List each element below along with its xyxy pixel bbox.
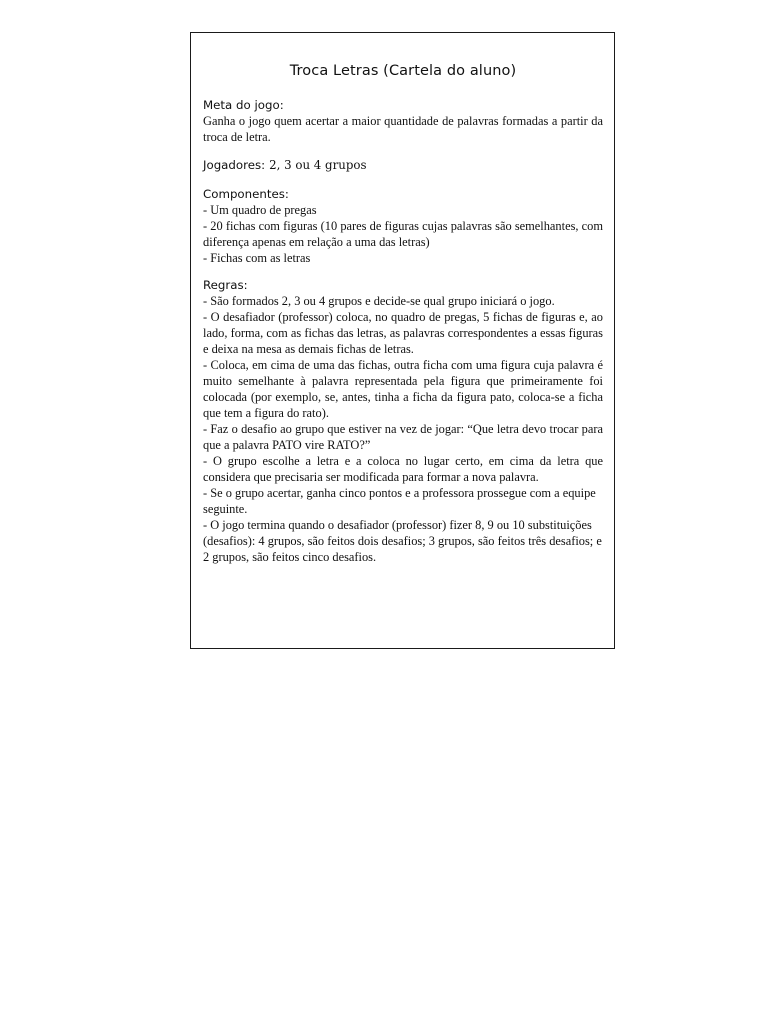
game-card bbox=[190, 32, 615, 649]
meta-text: Ganha o jogo quem acertar a maior quantidade de palavras formadas a partir da troca de letra. bbox=[203, 114, 603, 144]
players-value: 2, 3 ou 4 grupos bbox=[269, 158, 367, 172]
rule-item: - O jogo termina quando o desafiador (professor) fizer 8, 9 ou 10 substituições (desafios): 4 grupos, são feitos dois desafios; 3 grupos, são feitos três desafios; e 2 grupos, são feitos cinco desafios. bbox=[203, 518, 602, 564]
meta-heading: Meta do jogo: bbox=[203, 98, 284, 112]
players-heading: Jogadores: bbox=[203, 158, 266, 172]
rule-item: - Faz o desafio ao grupo que estiver na vez de jogar: “Que letra devo trocar para que a palavra PATO vire RATO?” bbox=[203, 422, 603, 452]
rule-item: - O desafiador (professor) coloca, no quadro de pregas, 5 fichas de figuras e, ao lado, forma, com as fichas das letras, as palavras correspondentes a essas figuras e deixa na mesa as demais fichas de letras. bbox=[203, 310, 603, 356]
component-item: - 20 fichas com figuras (10 pares de figuras cujas palavras são semelhantes, com diferença apenas em relação a uma das letras) bbox=[203, 219, 603, 249]
players-section bbox=[203, 156, 603, 174]
rules-section bbox=[203, 277, 603, 565]
component-item: - Um quadro de pregas bbox=[203, 203, 317, 217]
rules-heading: Regras: bbox=[203, 278, 248, 292]
rule-item: - O grupo escolhe a letra e a coloca no lugar certo, em cima da letra que considera que precisaria ser modificada para formar a nova palavra. bbox=[203, 454, 603, 484]
components-section bbox=[203, 186, 603, 266]
rule-item: - Se o grupo acertar, ganha cinco pontos e a professora prossegue com a equipe seguinte. bbox=[203, 486, 596, 516]
meta-section bbox=[203, 97, 603, 145]
components-heading: Componentes: bbox=[203, 187, 289, 201]
rule-item: - Coloca, em cima de uma das fichas, outra ficha com uma figura cuja palavra é muito semelhante à palavra representada pela figura que primeiramente foi colocada (por exemplo, se, antes, tinha a ficha da figura pato, coloca-se a ficha que tem a figura do rato). bbox=[203, 358, 603, 420]
card-title: Troca Letras (Cartela do aluno) bbox=[289, 63, 517, 79]
rule-item: - São formados 2, 3 ou 4 grupos e decide-se qual grupo iniciará o jogo. bbox=[203, 294, 555, 308]
component-item: - Fichas com as letras bbox=[203, 251, 311, 265]
